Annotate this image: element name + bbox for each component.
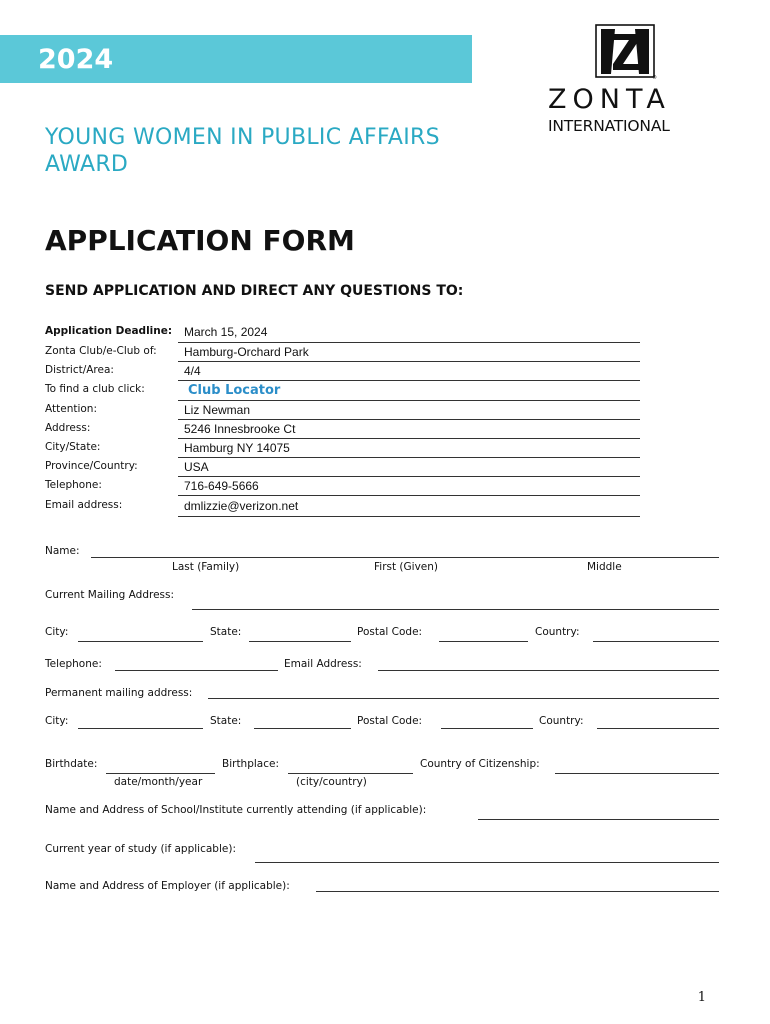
postal-code-field[interactable]	[439, 641, 528, 642]
name-field[interactable]	[91, 557, 719, 558]
telephone-underline	[178, 495, 640, 496]
district-value: 4/4	[184, 364, 201, 378]
applicant-email-field[interactable]	[378, 670, 719, 671]
attention-underline	[178, 419, 640, 420]
employer-label: Name and Address of Employer (if applicable):	[45, 880, 290, 892]
province-value: USA	[184, 460, 209, 474]
page-number: 1	[697, 990, 706, 1005]
telephone-label: Telephone:	[45, 479, 102, 491]
birthplace-field[interactable]	[288, 773, 413, 774]
applicant-telephone-label: Telephone:	[45, 658, 102, 670]
telephone-value: 716-649-5666	[184, 479, 259, 493]
school-field[interactable]	[478, 819, 719, 820]
birthdate-field[interactable]	[106, 773, 215, 774]
year-label: 2024	[38, 44, 114, 75]
club-underline	[178, 361, 640, 362]
birthdate-hint: date/month/year	[114, 776, 203, 788]
applicant-email-label: Email Address:	[284, 658, 362, 670]
club-value: Hamburg-Orchard Park	[184, 345, 309, 359]
state-label: State:	[210, 626, 242, 638]
birthplace-label: Birthplace:	[222, 758, 279, 770]
permanent-address-label: Permanent mailing address:	[45, 687, 193, 699]
mailing-address-field[interactable]	[192, 609, 719, 610]
page-title: APPLICATION FORM	[45, 224, 355, 257]
award-title: YOUNG WOMEN IN PUBLIC AFFAIRS AWARD	[45, 125, 440, 177]
study-year-label: Current year of study (if applicable):	[45, 843, 236, 855]
first-name-hint: First (Given)	[374, 561, 439, 573]
email-value: dmlizzie@verizon.net	[184, 499, 299, 513]
email-underline	[178, 516, 640, 517]
permanent-address-field[interactable]	[208, 698, 719, 699]
school-label: Name and Address of School/Institute currently attending (if applicable):	[45, 804, 427, 816]
middle-name-hint: Middle	[587, 561, 622, 573]
state-field[interactable]	[249, 641, 351, 642]
postal-code2-field[interactable]	[441, 728, 533, 729]
email-label: Email address:	[45, 499, 123, 511]
district-underline	[178, 380, 640, 381]
send-to-heading: SEND APPLICATION AND DIRECT ANY QUESTIONS TO:	[45, 283, 464, 299]
district-label: District/Area:	[45, 364, 114, 376]
country-label: Country:	[535, 626, 580, 638]
deadline-value: March 15, 2024	[184, 325, 268, 339]
deadline-label: Application Deadline:	[45, 325, 173, 337]
city-state-label: City/State:	[45, 441, 101, 453]
last-name-hint: Last (Family)	[172, 561, 240, 573]
country-field[interactable]	[593, 641, 719, 642]
deadline-underline	[178, 342, 640, 343]
city-label: City:	[45, 626, 69, 638]
zonta-emblem-icon	[595, 24, 657, 80]
mailing-address-label: Current Mailing Address:	[45, 589, 175, 601]
logo-wordmark: ZONTA	[548, 84, 671, 115]
address-value: 5246 Innesbrooke Ct	[184, 422, 296, 436]
study-year-field[interactable]	[255, 862, 719, 863]
state2-label: State:	[210, 715, 242, 727]
citizenship-field[interactable]	[555, 773, 719, 774]
applicant-telephone-field[interactable]	[115, 670, 278, 671]
employer-field[interactable]	[316, 891, 719, 892]
birthplace-hint: (city/country)	[296, 776, 367, 788]
postal-code2-label: Postal Code:	[357, 715, 423, 727]
club-locator-link[interactable]: Club Locator	[188, 383, 281, 398]
citizenship-label: Country of Citizenship:	[420, 758, 540, 770]
name-label: Name:	[45, 545, 80, 557]
province-underline	[178, 476, 640, 477]
find-club-label: To find a club click:	[45, 383, 145, 395]
attention-label: Attention:	[45, 403, 97, 415]
birthdate-label: Birthdate:	[45, 758, 98, 770]
address-underline	[178, 438, 640, 439]
logo-subtitle: INTERNATIONAL	[548, 117, 670, 135]
city-state-underline	[178, 457, 640, 458]
city-field[interactable]	[78, 641, 203, 642]
svg-text:®: ®	[652, 75, 657, 80]
country2-field[interactable]	[597, 728, 719, 729]
state2-field[interactable]	[254, 728, 351, 729]
find-underline	[178, 400, 640, 401]
province-label: Province/Country:	[45, 460, 138, 472]
city2-field[interactable]	[78, 728, 203, 729]
club-label: Zonta Club/e-Club of:	[45, 345, 157, 357]
city2-label: City:	[45, 715, 69, 727]
postal-code-label: Postal Code:	[357, 626, 423, 638]
city-state-value: Hamburg NY 14075	[184, 441, 290, 455]
attention-value: Liz Newman	[184, 403, 251, 417]
country2-label: Country:	[539, 715, 584, 727]
address-label: Address:	[45, 422, 91, 434]
